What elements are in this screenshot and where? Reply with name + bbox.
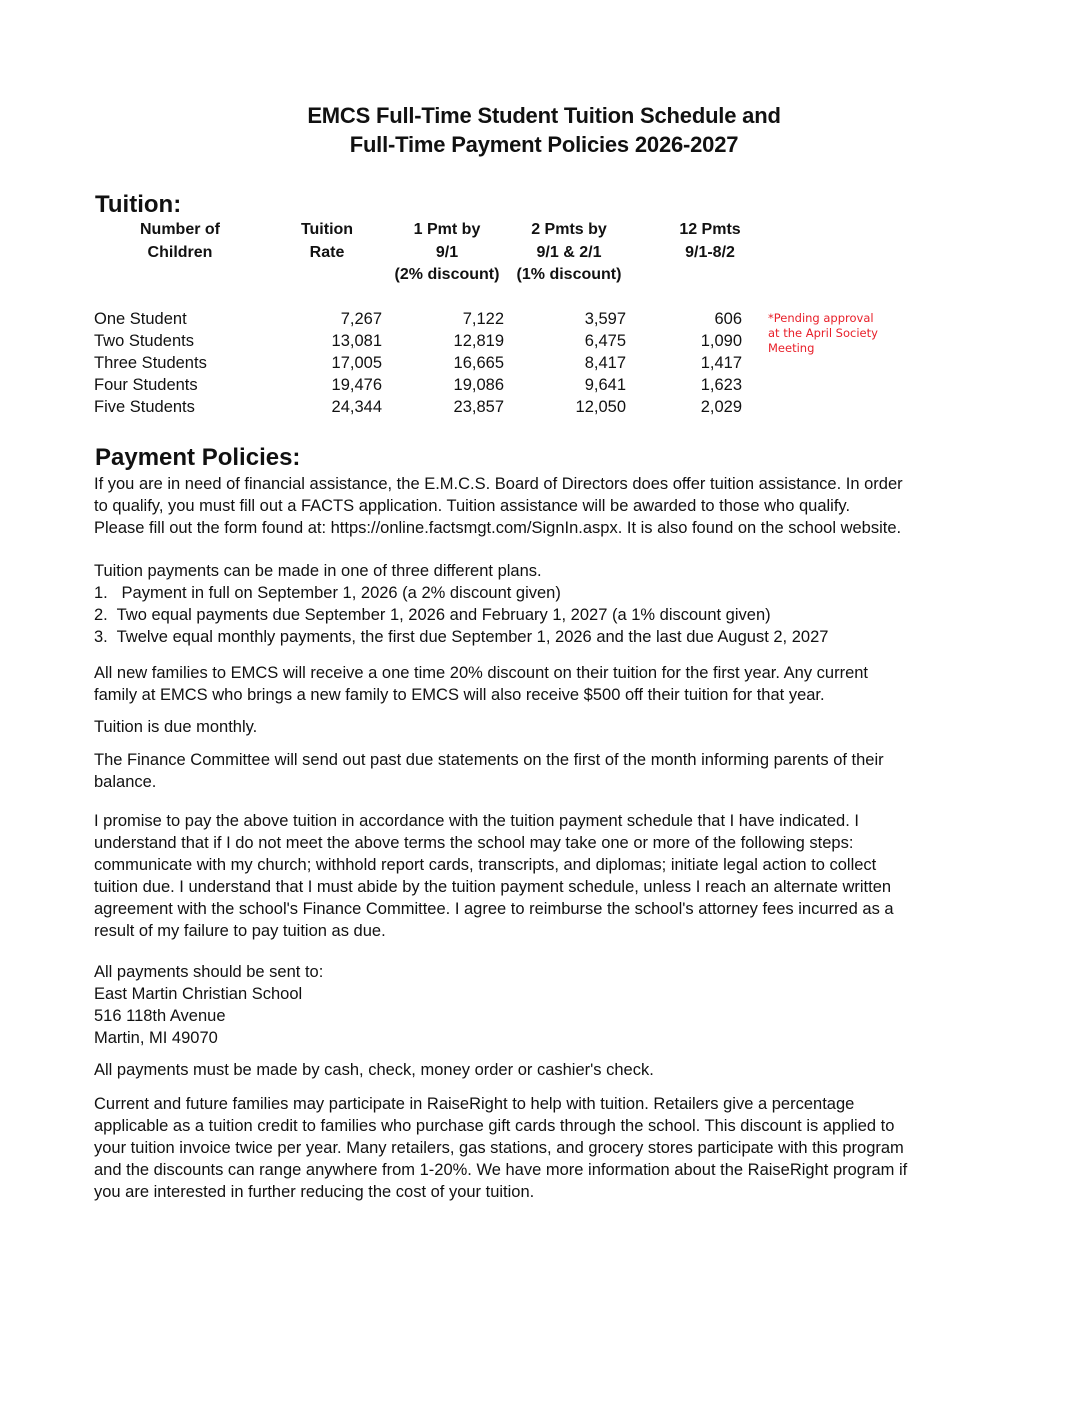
- tuition-rate-value: 13,081: [331, 332, 382, 350]
- tuition-rate-value: 7,267: [340, 310, 382, 328]
- twelve-payments-value: 606: [714, 310, 742, 328]
- due-monthly-paragraph: Tuition is due monthly.: [94, 718, 258, 736]
- one-payment-value: 12,819: [453, 332, 504, 350]
- table-row: [0, 330, 1088, 352]
- column-header-children: Number of Children: [140, 221, 220, 261]
- row-label: Three Students: [94, 354, 207, 372]
- address-intro: All payments should be sent to:: [94, 963, 324, 981]
- payment-plan-item: 3. Twelve equal monthly payments, the first due September 1, 2026 and the last due August 2, 2027: [94, 628, 829, 646]
- two-payments-value: 8,417: [584, 354, 626, 372]
- row-label: One Student: [94, 310, 187, 328]
- table-row: [0, 374, 1088, 396]
- column-header-twelve-payments: 12 Pmts 9/1-8/2: [679, 221, 741, 261]
- twelve-payments-value: 1,090: [700, 332, 742, 350]
- two-payments-value: 3,597: [584, 310, 626, 328]
- table-row: [0, 352, 1088, 374]
- street-address: 516 118th Avenue: [94, 1007, 226, 1025]
- row-label: Four Students: [94, 376, 198, 394]
- one-payment-value: 16,665: [453, 354, 504, 372]
- city-state-zip: Martin, MI 49070: [94, 1029, 218, 1047]
- table-row: [0, 308, 1088, 330]
- two-payments-value: 6,475: [584, 332, 626, 350]
- one-payment-value: 23,857: [453, 398, 504, 416]
- payment-plan-item: 1. Payment in full on September 1, 2026 (a 2% discount given): [94, 584, 561, 602]
- row-label: Five Students: [94, 398, 195, 416]
- tuition-rate-value: 24,344: [331, 398, 382, 416]
- payment-plans-intro: Tuition payments can be made in one of three different plans.: [94, 562, 542, 580]
- table-row: [0, 396, 1088, 418]
- tuition-rate-value: 19,476: [331, 376, 382, 394]
- two-payments-value: 9,641: [584, 376, 626, 394]
- document-title: [0, 101, 1088, 159]
- school-name: East Martin Christian School: [94, 985, 303, 1003]
- tuition-rate-value: 17,005: [331, 354, 382, 372]
- pending-approval-note: *Pending approval at the April Society Meeting: [768, 311, 878, 355]
- payment-policies-heading: Payment Policies:: [95, 444, 301, 471]
- one-payment-value: 19,086: [453, 376, 504, 394]
- title-line-2: Full-Time Payment Policies 2026-2027: [349, 132, 739, 157]
- twelve-payments-value: 1,417: [700, 354, 742, 372]
- tuition-heading: Tuition:: [95, 191, 182, 218]
- finance-committee-paragraph: The Finance Committee will send out past due statements on the first of the month informing parents of their balance.: [94, 751, 884, 791]
- title-line-1: EMCS Full-Time Student Tuition Schedule and: [307, 103, 781, 128]
- two-payments-value: 12,050: [575, 398, 626, 416]
- payment-plans-list: [94, 560, 994, 648]
- one-payment-value: 7,122: [462, 310, 504, 328]
- payment-promise-paragraph: I promise to pay the above tuition in accordance with the tuition payment schedule that I have indicated. I understand that if I do not meet the above terms the school may take one or more of the following steps: communicate with my church; withhold report cards, transcripts, and diplomas; initiate legal action to collect tuition due. I understand that I must abide by the tuition payment schedule, unless I reach an alternate written agreement with the school's Finance Committee. I agree to reimburse the school's attorney fees incurred as a result of my failure to pay tuition as due.: [94, 812, 894, 940]
- payment-plan-item: 2. Two equal payments due September 1, 2026 and February 1, 2027 (a 1% discount given): [94, 606, 771, 624]
- column-header-tuition-rate: Tuition Rate: [300, 221, 354, 261]
- raiseright-paragraph: Current and future families may participate in RaiseRight to help with tuition. Retailers give a percentage applicable as a tuition credit to families who purchase gift cards through the school. This discount is applied to your tuition invoice twice per year. Many retailers, gas stations, and grocery stores participate with this program and the discounts can range anywhere from 1-20%. We have more information about the RaiseRight program if you are interested in further reducing the cost of your tuition.: [94, 1095, 908, 1201]
- financial-assistance-paragraph: If you are in need of financial assistance, the E.M.C.S. Board of Directors does offer tuition assistance. In order to qualify, you must fill out a FACTS application. Tuition assistance will be awarded to those who qualify. Please fill out the form found at: https://online.factsmgt.com/SignIn.aspx. It is also found on the school website.: [94, 475, 903, 537]
- row-label: Two Students: [94, 332, 194, 350]
- twelve-payments-value: 1,623: [700, 376, 742, 394]
- new-families-paragraph: All new families to EMCS will receive a one time 20% discount on their tuition for the first year. Any current family at EMCS who brings a new family to EMCS will also receive $500 off their tuition for that year.: [94, 664, 869, 704]
- twelve-payments-value: 2,029: [700, 398, 742, 416]
- column-header-two-payments: 2 Pmts by 9/1 & 2/1 (1% discount): [516, 221, 622, 283]
- payment-methods-paragraph: All payments must be made by cash, check, money order or cashier's check.: [94, 1061, 654, 1079]
- column-header-one-payment: 1 Pmt by 9/1 (2% discount): [394, 221, 500, 283]
- mailing-address-block: [94, 961, 994, 1049]
